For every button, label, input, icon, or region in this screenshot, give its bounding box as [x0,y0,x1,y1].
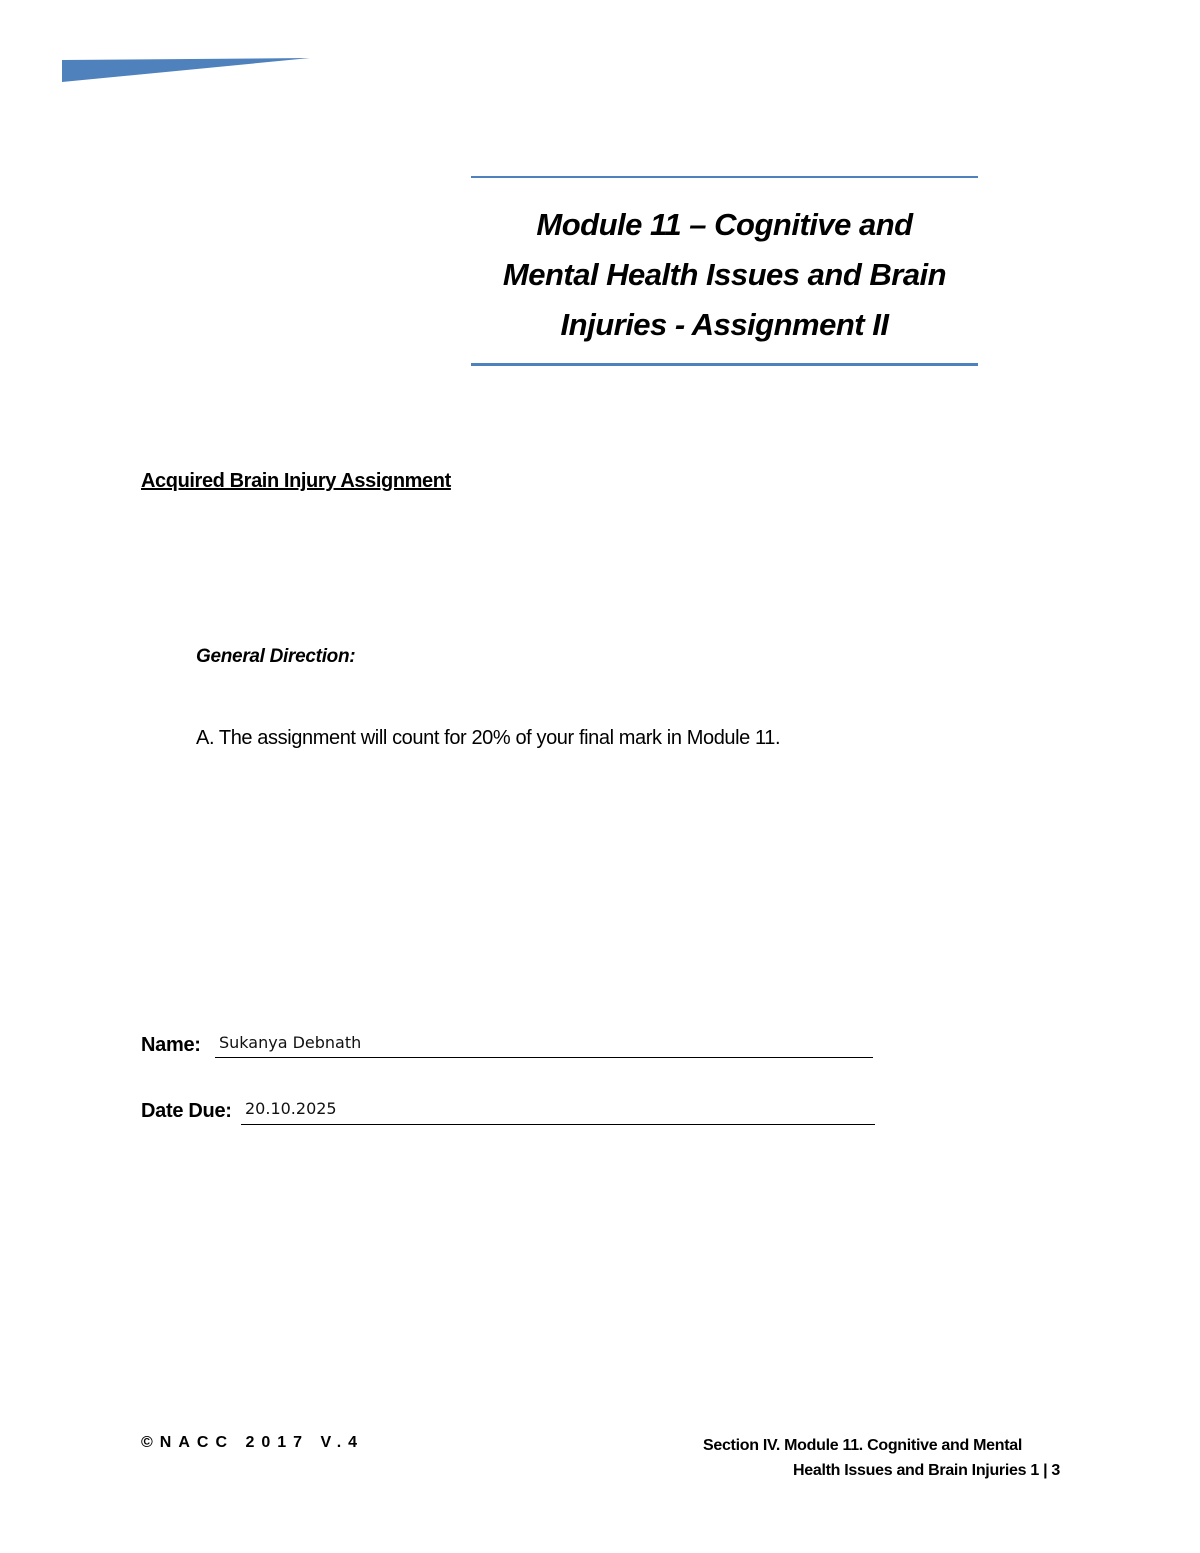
document-title [471,200,978,350]
footer-section-line-2: Health Issues and Brain Injuries 1 | 3 [793,1462,1060,1479]
date-due-label: Date Due: [141,1100,232,1122]
footer-section-info [580,1433,1060,1483]
title-line-1: Module 11 – Cognitive and [536,207,913,242]
date-due-value: 20.10.2025 [245,1099,337,1118]
footer-copyright: ©NACC 2017 V.4 [141,1434,365,1451]
general-direction-label: General Direction: [196,646,356,667]
name-label: Name: [141,1034,201,1056]
title-line-2: Mental Health Issues and Brain [502,257,947,292]
direction-item-a: A. The assignment will count for 20% of your final mark in Module 11. [196,727,781,749]
assignment-heading: Acquired Brain Injury Assignment [141,470,451,492]
corner-accent-graphic [62,58,310,82]
title-box [471,176,978,366]
name-value: Sukanya Debnath [219,1033,362,1052]
footer-section-line-1: Section IV. Module 11. Cognitive and Mental [702,1437,1022,1454]
title-line-3: Injuries - Assignment II [560,307,889,342]
